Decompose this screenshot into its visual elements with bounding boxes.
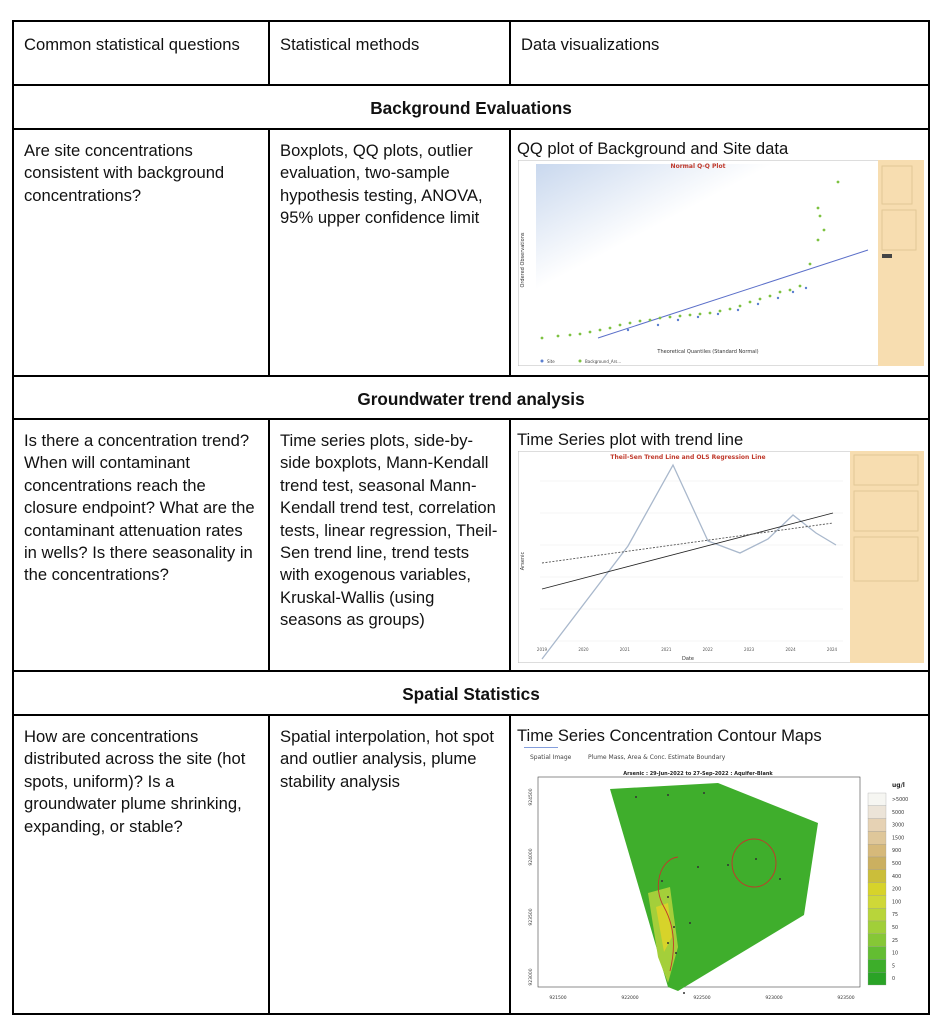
question-text: How are concentrations distributed across the site (hot spots, uniform)? Is a groundwater plume shrinking, expanding, or stable? (24, 727, 246, 836)
legend-value: 5 (892, 964, 896, 970)
map-ytick: 924500 (529, 788, 534, 806)
qq-site-point (805, 287, 807, 289)
map-xtick: 922500 (693, 996, 711, 1001)
qq-background-point (709, 312, 712, 315)
qq-background-point (789, 289, 792, 292)
ts-ylabel: Arsenic (520, 551, 526, 571)
table-border-bottom (12, 1013, 930, 1015)
qq-background-point (817, 239, 820, 242)
legend-background-marker (579, 360, 582, 363)
qq-background-point (739, 305, 742, 308)
question-text: Is there a concentration trend? When will contaminant concentrations reach the closure endpoint? What are the contaminant attenuation rates in wells? Is there seasonality in the concentrations? (24, 431, 255, 585)
col-divider (509, 128, 511, 377)
legend-unit: ug/l (892, 782, 905, 789)
qq-background-point (719, 310, 722, 313)
legend-value: 400 (892, 874, 902, 880)
qq-background-point (649, 319, 652, 322)
viz-caption: Time Series Concentration Contour Maps (517, 726, 822, 745)
legend-site-marker (541, 360, 544, 363)
qq-background-point (819, 215, 822, 218)
legend-swatch (868, 895, 886, 908)
qq-background-point (769, 295, 772, 298)
legend-swatch (868, 806, 886, 819)
ts-xtick: 2021 (661, 647, 672, 652)
section-title: Groundwater trend analysis (357, 389, 585, 409)
legend-value: 50 (892, 926, 899, 931)
table-border-right (928, 20, 930, 1015)
question-text: Are site concentrations consistent with background concentrations? (24, 141, 225, 205)
col-divider (509, 714, 511, 1015)
methods-text: Boxplots, QQ plots, outlier evaluation, two-sample hypothesis testing, ANOVA, 95% upper confidence limit (280, 141, 483, 228)
legend-swatch (868, 831, 886, 844)
legend-site: Site (547, 359, 555, 364)
qq-background-point (823, 229, 826, 232)
legend-swatch (868, 883, 886, 896)
map-xtick: 923000 (765, 996, 783, 1001)
ts-xtick: 2021 (619, 647, 630, 652)
qq-site-point (717, 313, 719, 315)
ts-xtick: 2024 (826, 647, 838, 652)
qq-site-point (757, 303, 759, 305)
legend-swatch (868, 934, 886, 947)
methods-text: Spatial interpolation, hot spot and outlier analysis, plume stability analysis (280, 727, 495, 791)
section-title: Background Evaluations (370, 98, 572, 118)
qq-background-point (837, 181, 840, 184)
map-ytick: 923000 (529, 968, 534, 986)
qq-background-point (589, 331, 592, 334)
qq-background-point (629, 322, 632, 325)
legend-value: 100 (892, 900, 902, 906)
map-xtick: 923500 (837, 996, 855, 1001)
methods-table (12, 20, 930, 1015)
viz-caption: Time Series plot with trend line (517, 430, 744, 449)
legend-value: 900 (892, 849, 902, 855)
header-visualizations: Data visualizations (521, 35, 660, 54)
legend-swatch (868, 921, 886, 934)
viz-title (511, 725, 928, 747)
qq-background-point (699, 313, 702, 316)
viz-title (511, 429, 928, 451)
qq-site-point (657, 324, 659, 326)
legend-value: 0 (892, 977, 896, 983)
qq-background-point (599, 329, 602, 332)
ts-xtick: 2023 (744, 647, 755, 652)
legend-background: Background_Ars... (585, 359, 622, 364)
qq-background-point (809, 263, 812, 266)
ts-xtick: 2024 (785, 647, 796, 652)
ts-xtick: 2022 (702, 647, 713, 652)
qq-site-point (697, 316, 699, 318)
legend-value: 200 (892, 887, 902, 893)
qq-site-point (777, 297, 779, 299)
map-xtick: 922000 (621, 996, 639, 1001)
qq-background-point (749, 301, 752, 304)
legend-value: 500 (892, 862, 902, 867)
legend-swatch (868, 819, 886, 832)
legend-swatch (868, 959, 886, 972)
qq-background-point (689, 314, 692, 317)
legend-value: 25 (892, 938, 899, 944)
legend-value: 5000 (892, 810, 905, 816)
qq-background-point (579, 333, 582, 336)
header-questions: Common statistical questions (24, 35, 240, 54)
map-ytick: 923500 (529, 908, 534, 926)
tab-estimate-boundary[interactable]: Estimate Boundary (668, 754, 726, 761)
qq-background-point (557, 335, 560, 338)
map-title: Arsenic : 29-Jun-2022 to 27-Sep-2022 : Aquifer-Blank (623, 771, 773, 777)
qq-site-point (677, 319, 679, 321)
qq-stats-panel (878, 160, 924, 366)
qq-background-point (609, 327, 612, 330)
viz-title (511, 138, 928, 160)
legend-swatch (868, 870, 886, 883)
ts-plot-title: Theil-Sen Trend Line and OLS Regression Line (610, 454, 766, 461)
qq-background-point (817, 207, 820, 210)
col-divider (509, 418, 511, 672)
time-series-image (518, 451, 924, 663)
legend-swatch (868, 908, 886, 921)
legend-value: 3000 (892, 823, 905, 829)
qq-plot-image (518, 160, 924, 366)
qq-background-point (569, 334, 572, 337)
qq-background-point (679, 315, 682, 318)
qq-background-point (779, 291, 782, 294)
viz-caption: QQ plot of Background and Site data (517, 139, 789, 158)
legend-value: 1500 (892, 836, 905, 842)
header-methods: Statistical methods (280, 35, 420, 54)
qq-site-point (627, 329, 629, 331)
ts-stats-panel (850, 451, 924, 663)
qq-xlabel: Theoretical Quantiles (Standard Normal) (657, 349, 759, 355)
methods-text: Time series plots, side-by-side boxplots, Mann-Kendall trend test, seasonal Mann-Kendall trend test, correlation tests, linear regression, Theil-Sen trend line, trend tests with exogenous variables, Kruskal-Wallis (using seasons as groups) (280, 431, 498, 630)
map-xtick: 921500 (549, 996, 567, 1001)
qq-background-point (669, 316, 672, 319)
qq-site-point (737, 309, 739, 311)
qq-background-point (659, 317, 662, 320)
legend-swatch (868, 947, 886, 960)
legend-value: >5000 (892, 798, 909, 803)
ts-xtick: 2019 (536, 647, 548, 652)
qq-background-point (619, 324, 622, 327)
qq-background-point (729, 308, 732, 311)
legend-swatch (868, 972, 886, 985)
qq-background-point (639, 320, 642, 323)
ts-xlabel: Date (682, 656, 694, 662)
legend-swatch (868, 793, 886, 806)
map-ytick: 924000 (529, 848, 534, 866)
legend-swatch (868, 857, 886, 870)
section-title: Spatial Statistics (402, 684, 540, 704)
qq-ylabel: Ordered Observations (520, 232, 526, 288)
ts-xtick: 2020 (578, 647, 589, 652)
legend-value: 10 (892, 951, 899, 957)
legend-swatch (868, 844, 886, 857)
qq-background-point (541, 337, 544, 340)
qq-site-point (792, 291, 794, 293)
contour-map-image (518, 747, 924, 1009)
legend-value: 75 (892, 913, 899, 919)
qq-plot-title: Normal Q-Q Plot (670, 163, 726, 170)
tab-plume-mass[interactable]: Plume Mass, Area & Conc. (588, 754, 667, 761)
qq-background-point (799, 285, 802, 288)
qq-background-point (759, 298, 762, 301)
tab-spatial-image[interactable]: Spatial Image (530, 754, 572, 761)
